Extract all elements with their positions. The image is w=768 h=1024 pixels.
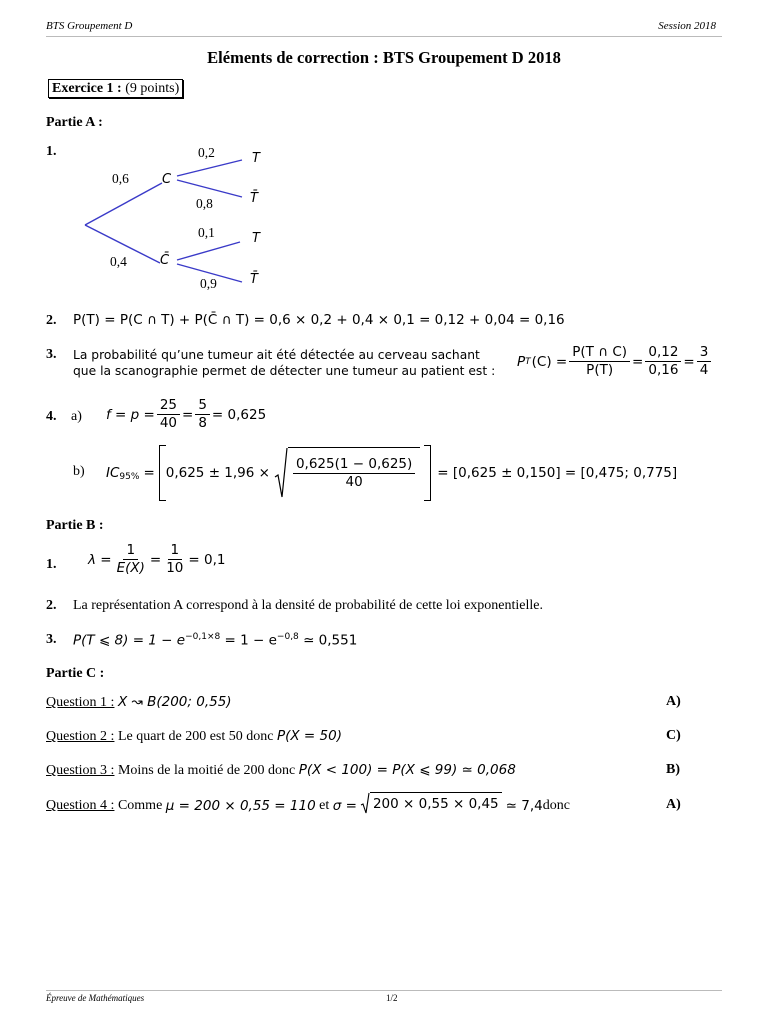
partC-question-4 <box>46 792 570 814</box>
q3-arg: (C) = <box>531 353 568 370</box>
b-q1-lhs: λ = <box>88 551 112 568</box>
question-4-math-sigma: σ = <box>332 798 357 814</box>
partA-heading: Partie A : <box>46 115 103 130</box>
q4b-sub: 95% <box>119 471 140 482</box>
b-q3-exp1: −0,1×8 <box>185 632 221 642</box>
question-3-text: Moins de la moitié de 200 donc <box>114 763 299 778</box>
q3-sub: T <box>525 356 531 367</box>
question-4-math-mu: μ = 200 × 0,55 = 110 <box>165 798 316 814</box>
question-4-answer: A) <box>666 797 681 812</box>
q4a-frac-1: $\frac{25}{40}$ <box>157 398 180 431</box>
q4b-sqrt-frac: $\frac{0,625(1 - 0,625)}{40}$ <box>293 457 415 490</box>
b-q3-exp2: −0,8 <box>276 632 299 642</box>
partA-q4-number: 4. <box>46 409 57 424</box>
page-title: Eléments de correction : BTS Groupement D 2018 <box>207 48 561 67</box>
question-4-label: Question 4 : <box>46 798 115 813</box>
partA-q4b-label: b) <box>73 464 85 479</box>
partA-q2-formula: P(T) = P(C ∩ T) + P(C̄ ∩ T) = 0,6 × 0,2 + 0,4 × 0,1 = 0,12 + 0,04 = 0,16 <box>73 312 565 328</box>
b-q3-mid: = 1 − e <box>224 632 277 649</box>
partA-q2-number: 2. <box>46 313 57 328</box>
partC-heading: Partie C : <box>46 666 105 681</box>
partB-q2-text: La représentation A correspond à la densité de probabilité de cette loi exponentielle. <box>73 598 543 613</box>
b-q1-result: = 0,1 <box>188 551 226 568</box>
tree-label-p-Tbar-given-Cbar: 0,9 <box>200 276 217 291</box>
partA-q4a-formula: f = p = $\frac{25}{40}$ = $\frac{5}{8}$ = 0,625 <box>106 397 267 431</box>
question-4-sqrt-body: 200 × 0,55 × 0,45 <box>370 792 502 814</box>
question-3-answer: B) <box>666 762 680 777</box>
partA-q3-text <box>73 347 495 379</box>
question-4-sqrt <box>360 792 502 814</box>
q3-frac-2: $\frac{0,12}{0,16}$ <box>645 345 681 378</box>
question-4-math-approx: ≃ 7,4 <box>505 798 543 814</box>
q3-lhs: P <box>517 353 526 370</box>
tree-node-T-upper: T <box>252 151 260 166</box>
tree-node-Cbar: C̄ <box>160 253 170 268</box>
q4a-frac-2: $\frac{5}{8}$ <box>195 398 210 431</box>
question-1-math: X ↝ B(200; 0,55) <box>117 694 232 710</box>
question-1-answer: A) <box>666 694 681 709</box>
partB-q1-formula: λ = $\frac{1}{E(X)}$ = $\frac{1}{10}$ = 0,1 <box>88 542 226 576</box>
q4b-bracket-left <box>159 445 166 501</box>
tree-label-p-T-given-Cbar: 0,1 <box>198 225 215 240</box>
partA-q1-number: 1. <box>46 144 57 159</box>
branch-root-C <box>85 183 162 225</box>
tree-node-Tbar-lower: T̄ <box>250 272 258 287</box>
q3-frac-3: $\frac{3}{4}$ <box>697 345 712 378</box>
partB-q3-formula <box>73 632 357 649</box>
footer-page-number: 1/2 <box>386 993 398 1003</box>
q4a-result: = 0,625 <box>211 406 267 423</box>
question-2-label: Question 2 : <box>46 729 115 744</box>
tree-node-C: C <box>162 172 172 187</box>
question-4-text: Comme <box>114 798 166 813</box>
exercise-label: Exercice 1 : <box>52 81 122 96</box>
partA-q3-line2: que la scanographie permet de détecter une tumeur au patient est : <box>73 364 496 378</box>
b-q1-frac-1: $\frac{1}{E(X)}$ <box>116 542 145 576</box>
q4b-inner-left: 0,625 ± 1,96 × <box>165 464 270 481</box>
b-q3-pre: P(T ⩽ 8) = 1 − e <box>73 632 186 649</box>
header-right: Session 2018 <box>658 20 716 32</box>
question-2-math: P(X = 50) <box>276 728 342 744</box>
partC-question-1 <box>46 694 232 711</box>
partB-q1-number: 1. <box>46 557 57 572</box>
tree-node-Tbar-upper: T̄ <box>250 191 258 206</box>
b-q3-post: ≃ 0,551 <box>303 632 358 649</box>
b-q1-frac-2: $\frac{1}{10}$ <box>166 542 184 576</box>
exercise-box <box>48 81 183 97</box>
tree-label-p-C: 0,6 <box>112 171 129 186</box>
q3-frac-1: $\frac{P(T \cap C)}{P(T)}$ <box>569 345 630 378</box>
q4b-result: = [0,625 ± 0,150] = [0,475; 0,775] <box>437 464 678 481</box>
question-1-label: Question 1 : <box>46 695 115 710</box>
partC-question-2 <box>46 728 342 745</box>
header-rule <box>46 36 722 37</box>
tree-label-p-Tbar-given-C: 0,8 <box>196 196 213 211</box>
tree-node-T-lower: T <box>252 231 260 246</box>
branch-Cbar-T <box>177 242 240 260</box>
tree-label-p-T-given-C: 0,2 <box>198 145 215 160</box>
partB-q3-number: 3. <box>46 632 57 647</box>
q4b-sqrt <box>274 447 420 499</box>
partA-q4b-formula: IC $_{95\%}$ = 0,625 ± 1,96 × $\frac{0,625(1 - 0,625)}{40}$ = [0,625 ± 0,150] = [0,475; 0,775] <box>106 445 677 500</box>
question-3-label: Question 3 : <box>46 763 115 778</box>
header-left: BTS Groupement D <box>46 20 133 32</box>
footer-left: Épreuve de Mathématiques <box>46 993 145 1003</box>
partB-heading: Partie B : <box>46 518 104 533</box>
question-2-text: Le quart de 200 est 50 donc <box>114 729 277 744</box>
question-2-answer: C) <box>666 728 681 743</box>
partA-q3-number: 3. <box>46 347 57 362</box>
q4b-ic: IC <box>106 464 120 481</box>
q4a-lhs: f = p = <box>106 406 155 423</box>
q4b-bracket-right <box>424 445 431 501</box>
question-3-math: P(X < 100) = P(X ⩽ 99) ≃ 0,068 <box>298 762 516 778</box>
tree-label-p-Cbar: 0,4 <box>110 254 127 269</box>
branch-C-T <box>177 160 242 176</box>
partC-question-3 <box>46 762 516 779</box>
probability-tree <box>70 140 290 300</box>
partA-q3-formula: P T (C) = $\frac{P(T \cap C)}{P(T)}$ = $\frac{0,12}{0,16}$ = $\frac{3}{4}$ <box>517 345 713 378</box>
partA-q4a-label: a) <box>71 409 82 424</box>
branch-C-Tbar <box>177 180 242 197</box>
question-4-text2: et <box>315 798 333 813</box>
partB-q2-number: 2. <box>46 598 57 613</box>
footer-rule <box>46 990 722 991</box>
partA-q3-line1: La probabilité qu’une tumeur ait été détectée au cerveau sachant <box>73 348 480 362</box>
exercise-points: (9 points) <box>125 81 180 96</box>
question-4-text3: donc <box>542 798 570 813</box>
